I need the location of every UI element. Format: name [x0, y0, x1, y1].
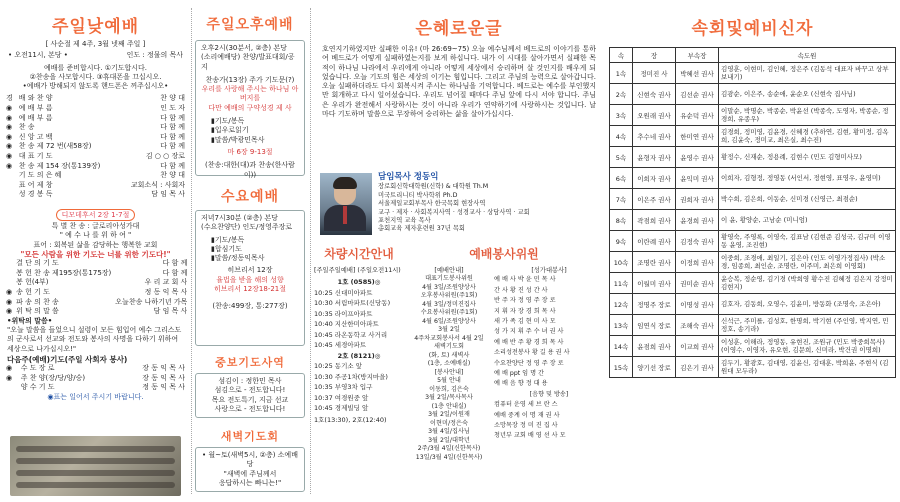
cell-subleader: 이명성 권사 — [676, 294, 719, 315]
wed-book: 히브리서 12장 — [227, 266, 273, 275]
bus-footer: 1호(13:30), 2호(12:40) — [314, 415, 387, 424]
cell-leader: 추수네 권사 — [633, 126, 676, 147]
order-item: 신 앙 고 백 — [18, 132, 53, 141]
order-row — [4, 104, 187, 114]
sunday-worship-title: 주일낮예배 — [51, 17, 140, 37]
order-row — [4, 181, 187, 191]
grace-title: 은혜로운글 — [415, 19, 503, 39]
afternoon-worship-box — [195, 40, 305, 179]
volunteers-right-sub: [성가대봉사] — [531, 267, 567, 274]
cell-number: 10속 — [610, 252, 633, 273]
bus-stop: 10:25 신대미아파트 — [314, 288, 373, 297]
table-row — [610, 189, 896, 210]
order-row — [4, 278, 187, 288]
order-person: 교회소식 : 사회자 — [130, 180, 185, 189]
volunteer-line: 2주/3월 4일(신한목사) — [417, 445, 481, 453]
cell-groups-title: 속회및예비신자 — [691, 19, 814, 39]
order-item: 봉 헌 찬 송 제195장(통175장) — [16, 268, 112, 277]
order-item: 찬 송 제 72 번(새58장) — [18, 142, 92, 151]
order-row — [4, 288, 187, 298]
wed-time: 저녁7시30분 (②층) 본당 — [201, 214, 278, 222]
grace-column — [314, 0, 604, 502]
pm-item: ▮말씀/박광민목사 — [211, 135, 265, 144]
order-mark — [4, 190, 17, 200]
order-person: 담 임 목 사 — [151, 190, 185, 199]
order-person: 찬 양 대 — [160, 94, 185, 103]
cell-groups-column — [609, 0, 896, 502]
volunteer-line: 3월 2일/이원재 — [428, 411, 470, 419]
order-mark — [4, 383, 19, 393]
volunteer-line: 4주차교회봉사서 4월 2일 — [414, 334, 484, 342]
cell-subleader: 이교희 권사 — [676, 336, 719, 357]
notice-line: 예배를 준비합시다. ①기도합시다. — [43, 63, 148, 72]
order-mark — [4, 171, 17, 181]
cell-number: 14속 — [610, 336, 633, 357]
volunteer-line: 5월 안내 — [437, 377, 461, 385]
cell-leader: 신현숙 권사 — [633, 84, 676, 105]
bio-line: 장로회신학대학원(신학) & 대학원 Th.M — [378, 183, 489, 191]
order-person: 장 동 익 목 사 — [142, 373, 185, 382]
bio-line: 미국트리니티 박사학위 Ph.D — [378, 191, 458, 199]
volunteer-line: 성 가 지 휘 주 수 녀 권 사 — [494, 328, 564, 336]
pm-item: ▮입우로읽기 — [211, 126, 249, 135]
congregation-photo — [10, 436, 181, 496]
bus-stop: 10:30 주공1차(방지마을) — [314, 372, 388, 381]
order-item: 위 탁 의 말 씀 — [16, 307, 59, 316]
cell-leader: 정미진 사 — [633, 63, 676, 84]
volunteer-line: 이현미/정은숙 — [430, 419, 468, 427]
bio-line: 포천지역 교육 목사 — [378, 216, 431, 224]
order-row — [4, 383, 187, 393]
order-person: 정 동 익 목 사 — [144, 287, 187, 296]
order-item: 배 와 찬 양 — [18, 94, 53, 103]
header-cell: 부속장 — [676, 48, 719, 63]
dawn-prayer-box — [195, 447, 305, 492]
order-row — [4, 123, 187, 133]
bus-stop: 10:37 여경원중 앞 — [314, 393, 369, 402]
order-person: 다 함 께 — [162, 268, 187, 277]
volunteer-line: 3월 2일 — [438, 326, 460, 334]
volunteer-line: 소망목장 정 미 진 집 사 — [494, 421, 558, 429]
cell-leader: 이희자 권사 — [633, 168, 676, 189]
cell-subleader: 유순덕 권사 — [676, 105, 719, 126]
order-person: 다 함 께 — [160, 142, 185, 151]
cell-members: 이성훈, 이해라, 정영동, 유현진, 조원규 (민도 박중희목사) (이영수, 이영자, 유오현, 김문희, 신미라, 박건권 이명희) — [719, 336, 896, 357]
service-volunteers — [404, 245, 604, 462]
cell-members: 김경희, 정미영, 김윤경, 신혜경 (추하연, 김현, 황미정, 김옥희, 김윤숙, 정미교, 최은실, 최수진) — [719, 126, 896, 147]
order-mark: ◉ — [6, 307, 13, 316]
table-row — [610, 63, 896, 84]
cell-subleader: 박혜선 권사 — [676, 63, 719, 84]
wed-item: ▮말씀/정동익목사 — [211, 254, 265, 263]
cell-number: 4속 — [610, 126, 633, 147]
order-mark: ◉ — [6, 364, 13, 373]
dawn-line: • 월~토(새벽5시, ②층) 소예배당 — [202, 451, 298, 469]
order-item: 예 배 부 름 — [18, 113, 53, 122]
notice-line: ②찬송을 사모합시다. ③휴대폰을 끄십시오. — [29, 72, 162, 81]
table-header — [610, 48, 896, 63]
bus-stop: 10:30 서림마파트(신당동) — [314, 299, 391, 308]
table-row — [610, 252, 896, 273]
order-item: 기 도 의 은 혜 — [18, 171, 62, 180]
order-mark: ◉ — [6, 152, 13, 161]
volunteer-line: (화, 토) 새벽사 — [428, 351, 470, 359]
wed-item: ▮합심기도 — [211, 244, 242, 253]
order-row — [4, 94, 187, 104]
pastor-photo — [320, 173, 372, 235]
cell-members: 이희자, 김형정, 정영동 (서인서, 정현영, 표영우, 윤영미) — [719, 168, 896, 189]
volunteer-line: 오후봉사위원(주1회) — [420, 292, 478, 300]
intercession-title: 중보기도사역 — [215, 356, 285, 369]
volunteer-line: 지 휘 자 장 경 희 목 사 — [494, 307, 556, 315]
order-person: 김 ○ ○ 장로 — [145, 152, 185, 161]
order-row — [4, 269, 187, 279]
order-row — [4, 259, 187, 269]
header-cell: 속도원 — [719, 48, 896, 63]
worship-time: • 오전11시, 본당 • — [8, 51, 68, 60]
volunteers-title: 예배봉사위원 — [469, 247, 539, 261]
pm-note: (찬송:대한(대)과 찬송(한사람이)) — [205, 161, 295, 179]
cell-members: 김광순, 이은주, 송순애, 윤순오 (신현숙 집사님) — [719, 84, 896, 105]
order-item: 예 배 부 름 — [18, 104, 53, 113]
order-row — [4, 298, 187, 308]
order-person: 오늘찬송 나하기년 가목 — [115, 297, 187, 306]
bus-stop: 10:45 경제빌딩 앞 — [314, 404, 369, 413]
table-row — [610, 357, 896, 378]
cell-subleader: 김선순 권사 — [676, 84, 719, 105]
cell-leader: 이은주 권사 — [633, 189, 676, 210]
pm-line: 우리를 사랑해 주시는 하나님 아버지를 — [201, 85, 299, 103]
volunteer-line: 새 가 족 김 현 미 사 모 — [494, 317, 556, 325]
bus-stop: 1호 (0585)◎ — [337, 278, 381, 287]
volunteer-line: (1층 안내실) — [431, 402, 467, 410]
volunteer-line: 예 배 사 박 윤 민 목 사 — [494, 276, 556, 284]
cell-members: 이중희, 조경애, 최일기, 김은아 (인도 이영가정집사) (박소경, 임종희, 최인순, 조명란, 이주미, 최은희 이영회) — [719, 252, 896, 273]
cell-members: 박수희, 김은희, 이동순, 신미경 (신영근, 최점순) — [719, 189, 896, 210]
pastor-name: 담임목사 정동익 — [378, 172, 439, 182]
header-cell: 속 — [610, 48, 633, 63]
cell-members: 김영훈, 이현미, 김인혜, 정은주 (김동석 대표자 바꾸고 상부 보내기) — [719, 63, 896, 84]
order-person: 인 도 자 — [160, 104, 185, 113]
afternoon-worship-title: 주일오후예배 — [206, 17, 294, 33]
bio-line: 서울제일교회부목사 한국목회 현장사역 — [378, 200, 486, 208]
table-row — [610, 336, 896, 357]
volunteer-line: 수요봉사위원(주1회) — [420, 309, 478, 317]
pm-item: ▮기도/봉독 — [211, 117, 245, 126]
order-mark: ◉ — [6, 287, 13, 296]
order-row — [4, 171, 187, 181]
volunteer-line: 13일/3월 4일(신한목사) — [415, 453, 483, 461]
cell-leader: 곽점희 권사 — [633, 210, 676, 231]
cell-groups-table — [609, 47, 896, 378]
order-mark: ◉ — [6, 161, 13, 170]
order-mark — [4, 269, 14, 279]
order-mark: 경 — [6, 94, 13, 103]
cell-leader: 오원래 권사 — [633, 105, 676, 126]
cell-number: 5속 — [610, 147, 633, 168]
order-mark — [4, 259, 14, 269]
order-mark: ◉ — [6, 373, 13, 382]
cell-leader: 임연식 장로 — [633, 315, 676, 336]
cell-subleader: 윤경희 권사 — [676, 210, 719, 231]
table-row — [610, 105, 896, 126]
cell-leader: 윤형자 권사 — [633, 147, 676, 168]
order-row — [4, 142, 187, 152]
intercession-line: 목요 전도특기, 지금 선교 — [211, 395, 289, 404]
cell-subleader: 김정숙 권사 — [676, 231, 719, 252]
table-row — [610, 84, 896, 105]
bus-stop: 10:45 라온동학교 사거리 — [314, 330, 388, 339]
cell-members: 황정수, 신재순, 정용례, 김현수 (민도 김형미사모) — [719, 147, 896, 168]
cell-subleader: 조해숙 권사 — [676, 315, 719, 336]
volunteer-line: 3월 2일/목사목사 — [425, 394, 473, 402]
volunteer-line: (1층, 소예배실) — [427, 360, 471, 368]
order-row — [4, 114, 187, 124]
cell-leader: 양기선 장로 — [633, 357, 676, 378]
bus-stop: 10:40 지산한미아파트 — [314, 320, 379, 329]
pm-leader: (소리예배당) 찬양/발표대회/공지 — [201, 53, 295, 71]
intercession-line: 섬김이 : 정한민 목사 — [218, 377, 282, 385]
order-mark: ◉ — [6, 297, 13, 306]
cell-members: 윤승복, 정순영, 김기경 (박희영 황수진 김혜정 김은지 강정미 김현지) — [719, 273, 896, 294]
pm-line: 다만 예배의 구약성경 제 사 — [208, 103, 292, 112]
order-item: 성 경 봉 독 — [18, 190, 53, 199]
wed-note: (찬송:499장, 통:277장) — [212, 302, 288, 311]
order-row — [4, 162, 187, 172]
cell-subleader: 한미연 권사 — [676, 126, 719, 147]
volunteer-line: 예 배 반 주 황 경 희 목 사 — [494, 338, 564, 346]
cell-leader: 윤점희 권사 — [633, 336, 676, 357]
volunteer-line: 예 배 ppt 임 명 간 — [494, 369, 545, 377]
time-leader-row — [4, 51, 187, 60]
cell-number: 12속 — [610, 294, 633, 315]
volunteer-line: 소리성전봉사 황 길 용 권 사 — [494, 349, 570, 357]
bus-schedule — [314, 245, 404, 462]
closing-label: •위탁의 말씀• — [7, 316, 53, 325]
pm-hymn: 찬송가(13장) 주가 기도문(?) — [205, 75, 295, 84]
order-person: 장 동 익 목 사 — [142, 364, 185, 373]
special-song: 특 별 찬 송 : 글로리아성가대 — [51, 222, 140, 231]
pm-time: 오후2시(30분서, ②층) 본당 — [201, 44, 287, 52]
pastor-profile — [320, 173, 598, 235]
cell-subleader: 권미순 권사 — [676, 273, 719, 294]
table-row — [610, 315, 896, 336]
bio-line: 교구 · 제자 · 사회복지사역 · 성경교사 · 상담사역 · 교회 — [378, 208, 530, 216]
church-motto: 표어 : 회복된 삶을 감당하는 행복한 교회 — [33, 240, 158, 249]
order-item: 표 어 제 창 — [18, 180, 53, 189]
cell-members: 이말순, 박명순, 박종순, 박윤선 (박종숙, 도영자, 박종순, 정경희, 유종우) — [719, 105, 896, 126]
notice-line: •예배가 방해되지 않도록 핸드폰은 꺼주십시오• — [22, 82, 169, 91]
cell-subleader: 김은기 권사 — [676, 357, 719, 378]
volunteer-line: [음향 및 방송] — [529, 390, 569, 398]
dawn-prayer-title: 새벽기도회 — [220, 430, 280, 444]
cell-number: 7속 — [610, 189, 633, 210]
order-item: 송 헌 기 도 — [16, 287, 50, 296]
volunteer-line: 3월 2일/대학년 — [428, 436, 470, 444]
pm-scripture: 마 6장 9-13절 — [227, 147, 273, 156]
cell-number: 8속 — [610, 210, 633, 231]
table-row — [610, 210, 896, 231]
table-row — [610, 273, 896, 294]
cell-number: 1속 — [610, 63, 633, 84]
cell-members: 김호자, 김동희, 오영수, 김윤미, 방동화 (조명숙, 조은아) — [719, 294, 896, 315]
cell-subleader: 윤익미 권사 — [676, 168, 719, 189]
bus-stop: 10:45 세경아파트 — [314, 341, 367, 350]
cell-number: 13속 — [610, 315, 633, 336]
order-row — [4, 374, 187, 384]
special-song-title: " 예 수 나 를 위 하 여 " — [59, 231, 132, 240]
volunteer-line: 4월 3일/조원양상사 — [422, 283, 476, 291]
order-item: 대 표 기 도 — [18, 152, 53, 161]
wed-item: ▮기도/봉독 — [211, 235, 245, 244]
cell-members: 황영숙, 주영록, 이영숙, 김표남 (김현준 김성국, 김규미 이영동 윤영, 조진현) — [719, 231, 896, 252]
bio-line: 총회교육 제자훈련원 37년 목회 — [378, 225, 466, 233]
order-mark: ◉ — [6, 142, 13, 151]
standing-note: ◉표는 일어서 주시기 바랍니다. — [47, 393, 144, 402]
bus-stop: 2호 (8121)◎ — [337, 351, 381, 360]
table-row — [610, 126, 896, 147]
cell-members: 이 윤, 황양순, 고남순 (미니엄) — [719, 210, 896, 231]
services-column — [195, 0, 305, 502]
wednesday-worship-box — [195, 210, 305, 346]
order-mark: ◉ — [6, 123, 13, 132]
wed-scripture: 히브리서 12장18-21절 — [213, 285, 287, 294]
volunteer-line: 3월 4일/집사님 — [428, 428, 470, 436]
order-row — [4, 152, 187, 162]
volunteers-left-sub: [예배안내] — [434, 267, 464, 274]
order-person: 우 리 교 회 사 — [144, 278, 187, 287]
next-week-title: 다음주(예배)기도(주일 사회자 봉사) — [7, 354, 128, 364]
order-item: 찬 송 제 154 장(통139장) — [18, 161, 101, 170]
table-row — [610, 168, 896, 189]
order-row — [4, 364, 187, 374]
wednesday-worship-title: 수요예배 — [220, 189, 280, 205]
volunteer-line: 컴퓨터 운영 세 브 란 스 — [494, 401, 558, 409]
cell-subleader: 권희자 권사 — [676, 189, 719, 210]
bus-stop: 10:35 부영3차 입구 — [314, 383, 373, 392]
volunteer-line: 새벽기도회 — [434, 343, 464, 351]
cell-number: 6속 — [610, 168, 633, 189]
order-row — [4, 307, 187, 317]
grace-body: 호연지기하였지만 실패한 이유! (마 26:69~75) 오늘 예수님께서 베드로의 이야기를 통하여 베드로가 어떻게 실패하였는지를 보게 하십니다. 내가 이 시대를 살아가면서 실패한 목적이 하나님 나라에서 우리에게 아니라 어떻게 세상에서 승리하며 살 것인지를 배우게 되었습니다. 오늘 기도의 힘은 세상의 이기는 힘입니다. 그리고 주님의 능력으로 살아갑니다. 오늘 실패하더라도 다시 회복시켜 주시는 하나님을 기억합니다. 베드로는 예수를 부인했지만 회개하고 다시 일어섰습니다. 우리도 넘어질 때마다 주님 앞에 다시 서야 합니다. 주님은 우리가 완전해서 사랑하시는 것이 아니라 우리가 연약하기에 사랑하시는 것입니다. 날마다 기도하며 말씀으로 무장하여 승리하는 삶을 살아가십시다. — [322, 45, 596, 119]
order-item: 찬 송 — [18, 123, 35, 132]
intercession-line: 사랑으로 - 전도합니다! — [214, 404, 286, 413]
bus-stop: 10:35 라이프아파트 — [314, 309, 373, 318]
order-mark: ◉ — [6, 132, 13, 141]
order-item: 수 도 장 로 — [20, 364, 55, 373]
header-cell: 장 — [633, 48, 676, 63]
order-person: 다 함 께 — [160, 113, 185, 122]
volunteer-line: 간 사 황 진 성 간 사 — [494, 286, 548, 294]
cell-subleader: 윤영수 권사 — [676, 147, 719, 168]
next-week-table — [4, 364, 187, 393]
cell-leader: 이란례 권사 — [633, 231, 676, 252]
sermon-reference: 디모데후서 2장 1-7절 — [56, 209, 136, 221]
dawn-line: "새벽에 주님께서 — [223, 469, 277, 478]
cell-members: 김두기, 황광호, 김대영, 김윤신, 김대훈, 박희윤, 주현식 (김원대 모두라) — [719, 357, 896, 378]
order-mark: ◉ — [6, 104, 13, 113]
volunteer-line: 수요찬양단 정 영 주 장 로 — [494, 359, 564, 367]
cell-number: 15속 — [610, 357, 633, 378]
order-item: 파 송 의 찬 송 — [16, 297, 59, 306]
order-person: 다 함 께 — [160, 123, 185, 132]
cell-leader: 이월미 권사 — [633, 273, 676, 294]
order-row — [4, 190, 187, 200]
volunteer-line: 4월 3일/정미진집사 — [422, 300, 476, 308]
bus-sub: [주일주일예배] (주일오전11시) — [314, 267, 401, 274]
bus-title: 차량시간안내 — [324, 247, 394, 261]
intercession-box — [195, 373, 305, 418]
order-person: 다 함 께 — [160, 161, 185, 170]
sermon-title: "모든 사람을 위한 기도는 너를 위한 기도다!" — [20, 249, 171, 259]
volunteer-line: 대표기도봉사위원 — [425, 275, 473, 283]
order-item: 양 수 기 도 — [20, 383, 55, 392]
order-item: 주 찬 양(장/당/양/승) — [20, 373, 86, 382]
worship-subtitle: [ 사순절 제 4주, 3월 넷째 주일 ] — [45, 40, 146, 48]
volunteer-line: 예배 중계 이 명 재 권 사 — [494, 411, 560, 419]
order-person: 다 함 께 — [160, 132, 185, 141]
order-person: 찬 양 대 — [160, 171, 185, 180]
intercession-line: 섬김으로 - 전도합니다! — [214, 386, 286, 395]
order-person: 담 임 목 사 — [153, 307, 187, 316]
worship-order-table-2 — [4, 259, 187, 317]
volunteer-line: 반 주 자 정 영 주 장 로 — [494, 297, 556, 305]
volunteer-line: [봉사안내] — [434, 368, 464, 376]
closing-text: "오늘 말씀을 들었으니 설령이 모든 힘입어 예수 그리스도의 군사로서 선교와 전도와 봉사의 사명을 다하기 위하여 세상으로 나가십시오!" — [7, 326, 182, 353]
volunteer-line: 이동희, 김은숙 — [429, 385, 469, 393]
worship-order-table — [4, 94, 187, 200]
cell-subleader: 이정희 권사 — [676, 252, 719, 273]
table-row — [610, 147, 896, 168]
cell-leader: 정명주 장로 — [633, 294, 676, 315]
cell-number: 11속 — [610, 273, 633, 294]
pastor-bio — [378, 183, 530, 233]
wed-leader: (수요찬양단) 인도/정영주장로 — [201, 223, 293, 232]
wed-title: 율법을 받을 해의 성향 — [216, 275, 284, 284]
order-item: 결 단 의 기 도 — [16, 259, 59, 268]
cell-number: 2속 — [610, 84, 633, 105]
order-person: 정 동 익 목 사 — [142, 383, 185, 392]
volunteer-line: 4월 6일/조원양상사 — [422, 317, 476, 325]
bus-stop: 10:25 동기소 앞 — [314, 362, 362, 371]
cell-members: 신석근, 주미를, 김성호, 한명희, 박기현 (주인영, 박지연, 민정호, 송기라) — [719, 315, 896, 336]
order-row — [4, 133, 187, 143]
order-person: 다 함 께 — [162, 259, 187, 268]
order-mark — [4, 181, 17, 191]
worship-order-column — [4, 0, 187, 502]
order-item: 봉 헌(4부) — [16, 278, 49, 287]
cell-number: 9속 — [610, 231, 633, 252]
dawn-line: 응답하시는 빠니는!" — [218, 479, 282, 488]
volunteer-line: 청년부 교회 배 영 선 사 모 — [494, 432, 566, 440]
table-row — [610, 231, 896, 252]
table-row — [610, 294, 896, 315]
worship-leader: 인도 : 정물의 목사 — [126, 51, 183, 60]
order-mark: ◉ — [6, 113, 13, 122]
cell-number: 3속 — [610, 105, 633, 126]
order-mark — [4, 278, 14, 288]
cell-leader: 조명란 권사 — [633, 252, 676, 273]
volunteer-line: 예 배 음 향 정 대 용 — [494, 380, 548, 388]
